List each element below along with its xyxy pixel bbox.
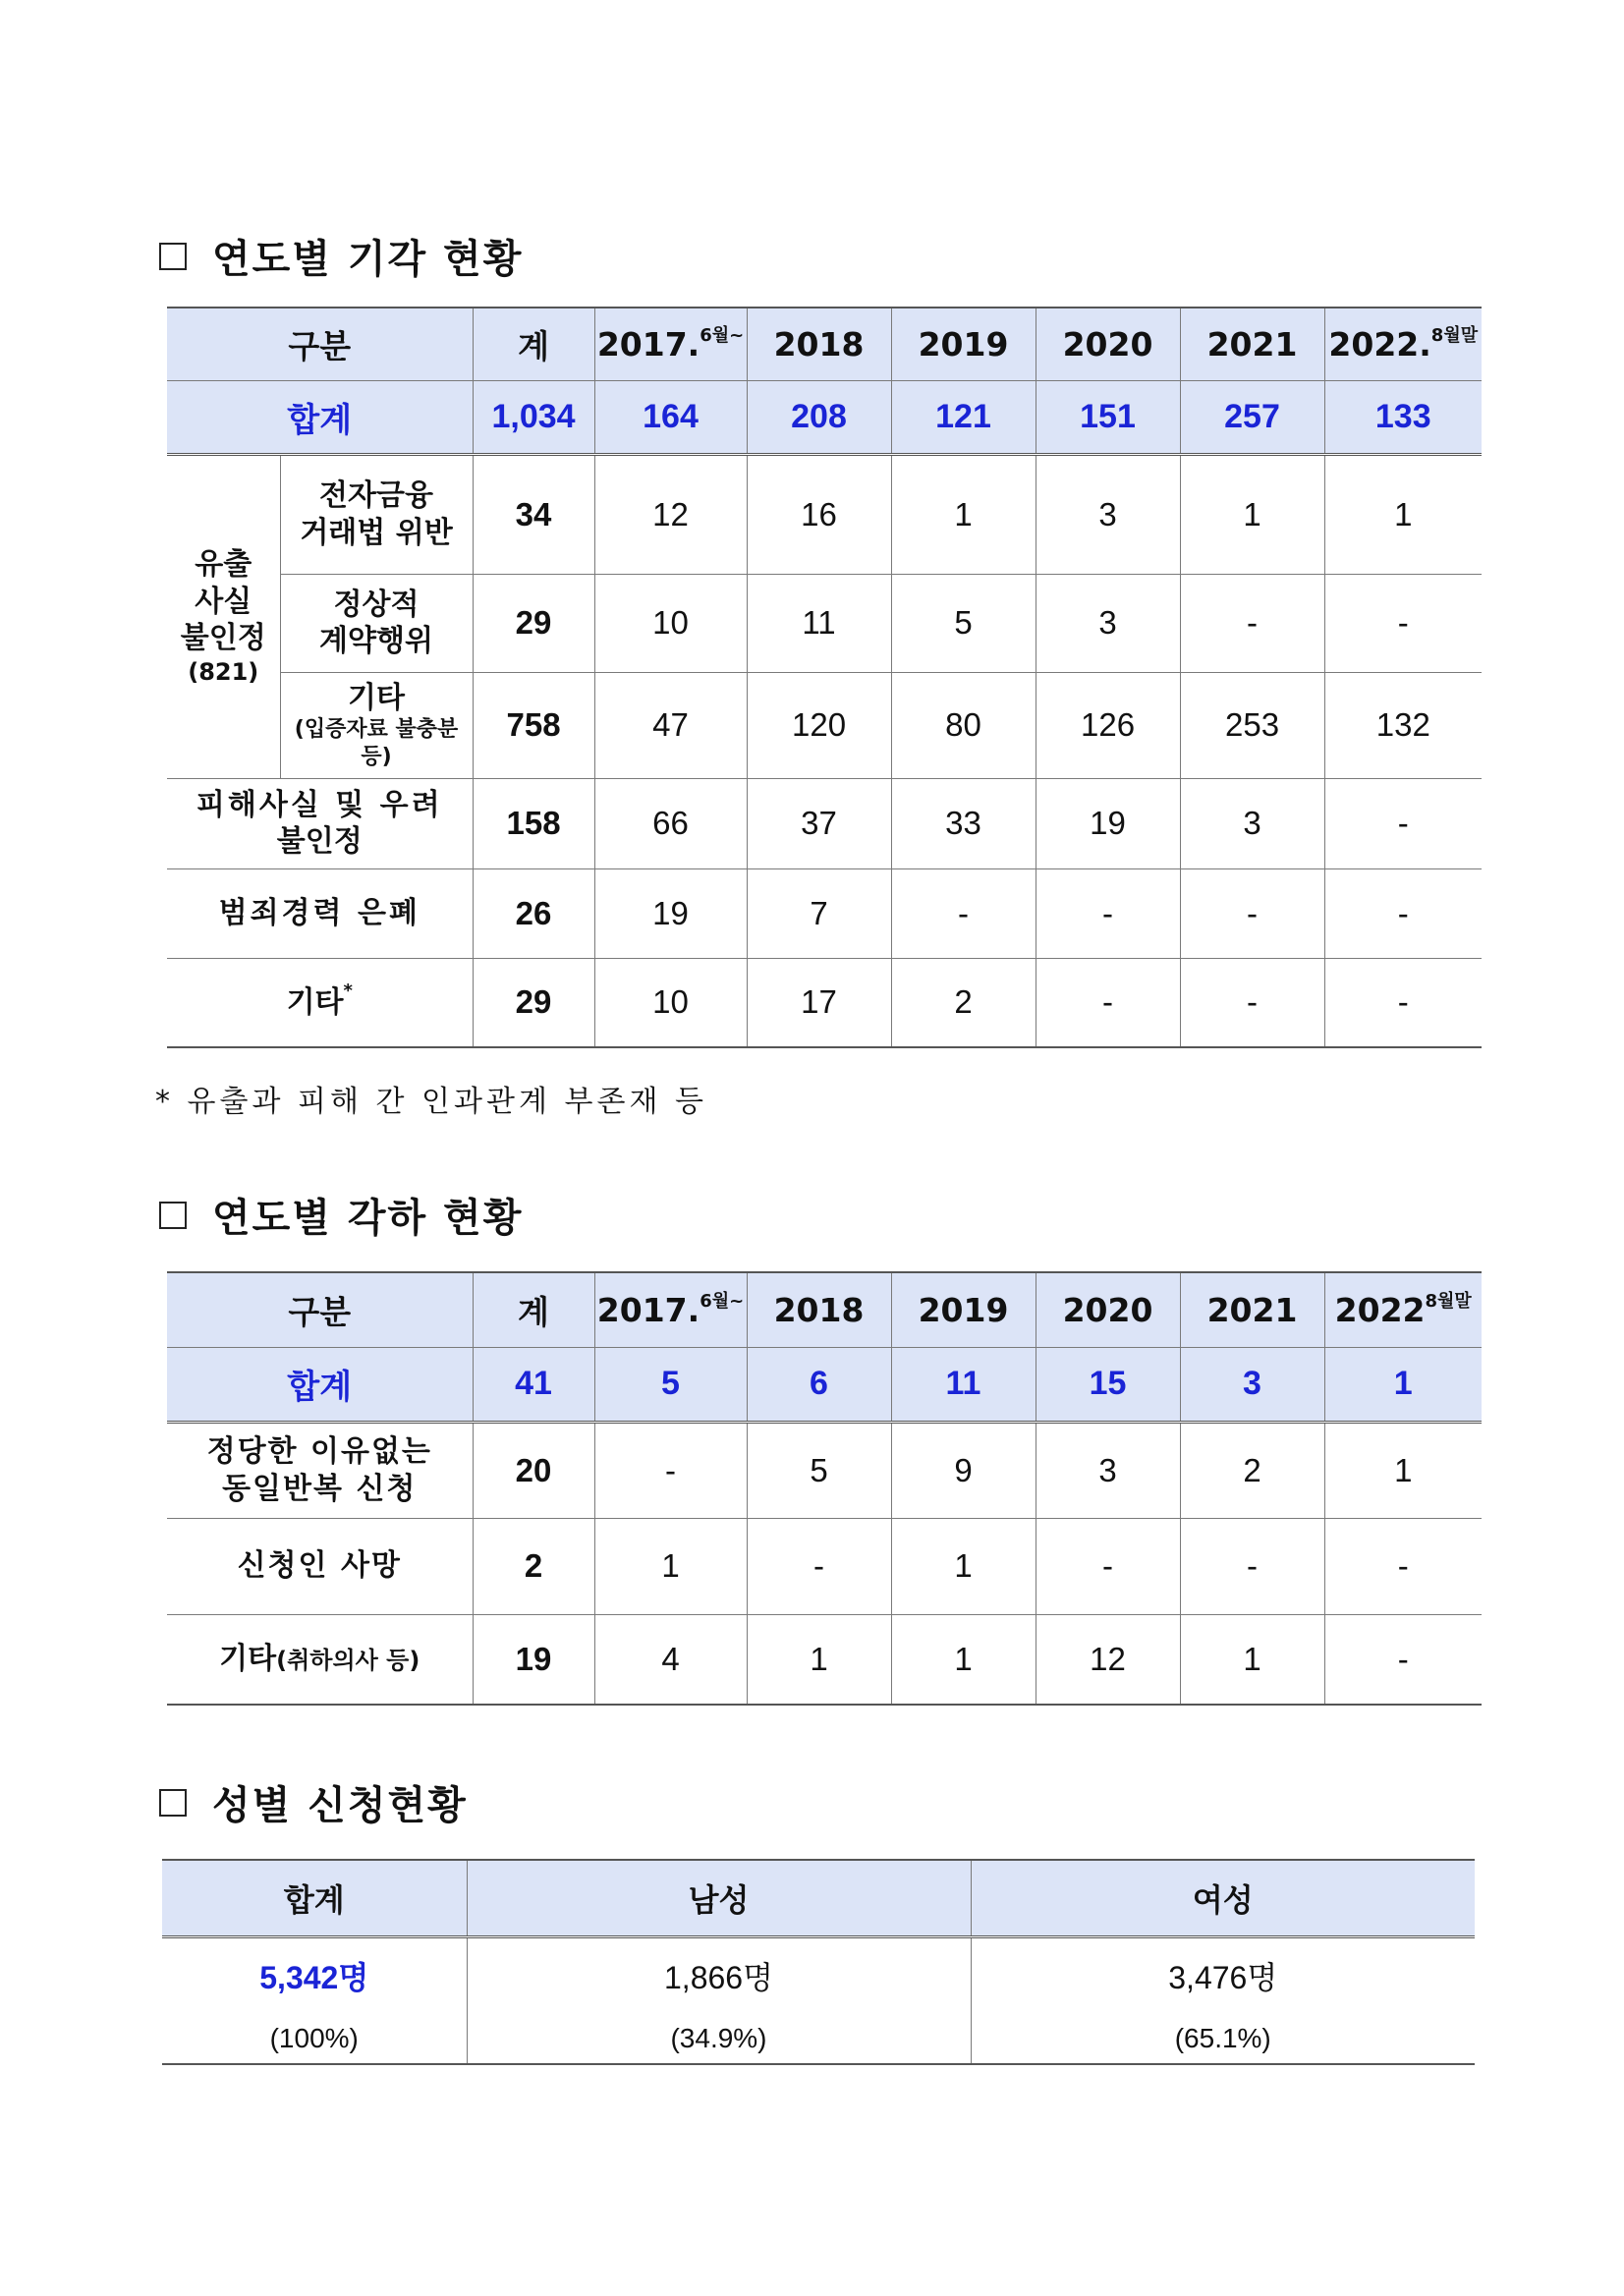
cell: - [594, 1422, 747, 1518]
checkbox-square-icon [159, 1789, 187, 1817]
cell: 7 [747, 868, 891, 958]
cell: 3 [1036, 454, 1180, 574]
year-2017-suffix: 6월~ [700, 1290, 745, 1312]
table-row [167, 868, 1482, 958]
group-label [167, 454, 280, 778]
cell: 120 [747, 672, 891, 778]
year-2017-text: 2017. [596, 324, 700, 364]
header-category: 구분 [167, 308, 473, 380]
cell: 253 [1180, 672, 1324, 778]
cell: - [1180, 1518, 1324, 1614]
header-row [162, 1860, 1475, 1936]
header-2021: 2021 [1180, 1272, 1324, 1347]
group-label-line: 불인정 [180, 621, 266, 656]
cell: - [1324, 574, 1482, 672]
group-label-line: 사실 [195, 584, 252, 619]
total-2021: 3 [1180, 1347, 1324, 1422]
cell: 12 [594, 454, 747, 574]
row-label [167, 1518, 473, 1614]
section2-title [159, 1187, 523, 1243]
section3-title-text: 성별 신청현황 [212, 1783, 468, 1828]
header-2022 [1324, 1272, 1482, 1347]
total-2017: 5 [594, 1347, 747, 1422]
cell: - [891, 868, 1036, 958]
year-2022-suffix: 8월말 [1430, 324, 1479, 346]
table-row [167, 574, 1482, 672]
cell-sum: 29 [473, 958, 594, 1047]
row-label-line: 불인정 [276, 824, 363, 859]
total-sum: 41 [473, 1347, 594, 1422]
cell: - [1324, 1518, 1482, 1614]
cell-sum: 20 [473, 1422, 594, 1518]
dismissal-table [167, 307, 1482, 1048]
total-2022: 133 [1324, 380, 1482, 454]
cell-sum: 19 [473, 1614, 594, 1705]
section1-title-text: 연도별 기각 현황 [212, 237, 524, 282]
row-label-line: 피해사실 및 우려 [196, 787, 443, 822]
cell: 47 [594, 672, 747, 778]
cell: 11 [747, 574, 891, 672]
table-row [167, 778, 1482, 868]
cell: 66 [594, 778, 747, 868]
cell: - [1324, 778, 1482, 868]
footnote: * 유출과 피해 간 인과관계 부존재 등 [155, 1085, 707, 1119]
cell: - [1324, 958, 1482, 1047]
cell: 33 [891, 778, 1036, 868]
cell: 37 [747, 778, 891, 868]
percent-female: (65.1%) [971, 2013, 1475, 2064]
total-2019: 121 [891, 380, 1036, 454]
table-row [167, 1518, 1482, 1614]
row-label-line: 계약행위 [319, 624, 433, 658]
header-category: 구분 [167, 1272, 473, 1347]
total-2020: 15 [1036, 1347, 1180, 1422]
year-2022-text: 2022. [1328, 324, 1431, 364]
section3-title [159, 1774, 468, 1830]
cell: 3 [1036, 1422, 1180, 1518]
count-row [162, 1936, 1475, 2013]
header-2021: 2021 [1180, 308, 1324, 380]
cell: 5 [891, 574, 1036, 672]
total-2017: 164 [594, 380, 747, 454]
cell: 80 [891, 672, 1036, 778]
row-label [167, 778, 473, 868]
cell: - [1324, 868, 1482, 958]
header-row [167, 1272, 1482, 1347]
cell: 16 [747, 454, 891, 574]
cell: 3 [1180, 778, 1324, 868]
row-label-line: 신청인 사망 [237, 1548, 402, 1584]
cell-sum: 758 [473, 672, 594, 778]
cell-sum: 34 [473, 454, 594, 574]
cell: 1 [1324, 454, 1482, 574]
header-female: 여성 [971, 1860, 1475, 1936]
percent-row [162, 2013, 1475, 2064]
row-label-line: 기타 [348, 680, 405, 715]
row-label-line: 전자금융 [319, 478, 433, 513]
cell: 1 [891, 454, 1036, 574]
header-2022 [1324, 308, 1482, 380]
year-2022-suffix: 8월말 [1425, 1290, 1472, 1312]
checkbox-square-icon [159, 243, 187, 270]
cell: 5 [747, 1422, 891, 1518]
cell-sum: 26 [473, 868, 594, 958]
row-label-line: 거래법 위반 [300, 515, 453, 550]
total-2018: 208 [747, 380, 891, 454]
total-2019: 11 [891, 1347, 1036, 1422]
checkbox-square-icon [159, 1202, 187, 1229]
cell: 17 [747, 958, 891, 1047]
footnote-marker: * [343, 980, 353, 1001]
count-female: 3,476명 [971, 1936, 1475, 2013]
total-label: 합계 [167, 380, 473, 454]
header-2018: 2018 [747, 308, 891, 380]
table-row [167, 672, 1482, 778]
header-2020: 2020 [1036, 1272, 1180, 1347]
row-label-line: 동일반복 신청 [222, 1471, 418, 1506]
header-2018: 2018 [747, 1272, 891, 1347]
row-label [167, 1422, 473, 1518]
cell: 9 [891, 1422, 1036, 1518]
header-2017 [594, 1272, 747, 1347]
cell: 1 [1324, 1422, 1482, 1518]
cell-sum: 29 [473, 574, 594, 672]
row-label-line: 범죄경력 은폐 [218, 895, 420, 930]
row-label [280, 454, 473, 574]
cell: 4 [594, 1614, 747, 1705]
total-row [167, 1347, 1482, 1422]
cell: 1 [747, 1614, 891, 1705]
header-total: 합계 [162, 1860, 467, 1936]
cell: 10 [594, 958, 747, 1047]
row-label-line: 정당한 이유없는 [206, 1434, 432, 1469]
count-total: 5,342명 [162, 1936, 467, 2013]
row-label [167, 1614, 473, 1705]
total-2021: 257 [1180, 380, 1324, 454]
total-row [167, 380, 1482, 454]
section1-title [159, 228, 523, 284]
cell: 10 [594, 574, 747, 672]
group-label-line: 유출 [195, 547, 252, 583]
row-label-line: (취하의사 등) [276, 1647, 420, 1674]
table-row [167, 1614, 1482, 1705]
row-label [167, 958, 473, 1047]
cell: 1 [594, 1518, 747, 1614]
cell: 2 [891, 958, 1036, 1047]
header-2020: 2020 [1036, 308, 1180, 380]
row-label-line: (입증자료 불충분 등) [294, 717, 459, 769]
header-total: 계 [473, 308, 594, 380]
table-row [167, 454, 1482, 574]
cell: 132 [1324, 672, 1482, 778]
header-2019: 2019 [891, 308, 1036, 380]
group-label-line: (821) [188, 657, 259, 686]
cell: - [747, 1518, 891, 1614]
cell: 3 [1036, 574, 1180, 672]
cell: 19 [1036, 778, 1180, 868]
header-2019: 2019 [891, 1272, 1036, 1347]
row-label [167, 868, 473, 958]
header-2017 [594, 308, 747, 380]
cell: 1 [1180, 454, 1324, 574]
cell: 19 [594, 868, 747, 958]
year-2017-suffix: 6월~ [700, 324, 745, 346]
row-label [280, 574, 473, 672]
cell: 12 [1036, 1614, 1180, 1705]
cell: 1 [891, 1614, 1036, 1705]
row-label-line: 기타 [286, 984, 344, 1020]
gender-table [162, 1859, 1475, 2065]
total-2018: 6 [747, 1347, 891, 1422]
year-2017-text: 2017. [596, 1290, 700, 1329]
table-row [167, 1422, 1482, 1518]
cell: 126 [1036, 672, 1180, 778]
total-sum: 1,034 [473, 380, 594, 454]
cell: - [1324, 1614, 1482, 1705]
total-label: 합계 [167, 1347, 473, 1422]
cell: - [1036, 958, 1180, 1047]
count-male: 1,866명 [467, 1936, 971, 2013]
cell: - [1036, 1518, 1180, 1614]
table-row [167, 958, 1482, 1047]
cell: 1 [891, 1518, 1036, 1614]
percent-male: (34.9%) [467, 2013, 971, 2064]
cell: - [1180, 574, 1324, 672]
year-2022-text: 2022 [1334, 1290, 1426, 1329]
percent-total: (100%) [162, 2013, 467, 2064]
cell-sum: 2 [473, 1518, 594, 1614]
total-2022: 1 [1324, 1347, 1482, 1422]
row-label-line: 정상적 [333, 587, 420, 622]
cell: 1 [1180, 1614, 1324, 1705]
row-label [280, 672, 473, 778]
section2-title-text: 연도별 각하 현황 [212, 1196, 524, 1241]
cell-sum: 158 [473, 778, 594, 868]
cell: - [1036, 868, 1180, 958]
cell: - [1180, 958, 1324, 1047]
rejection-table [167, 1271, 1482, 1706]
cell: 2 [1180, 1422, 1324, 1518]
header-total: 계 [473, 1272, 594, 1347]
cell: - [1180, 868, 1324, 958]
total-2020: 151 [1036, 380, 1180, 454]
header-male: 남성 [467, 1860, 971, 1936]
row-label-line: 기타 [219, 1642, 277, 1676]
header-row [167, 308, 1482, 380]
